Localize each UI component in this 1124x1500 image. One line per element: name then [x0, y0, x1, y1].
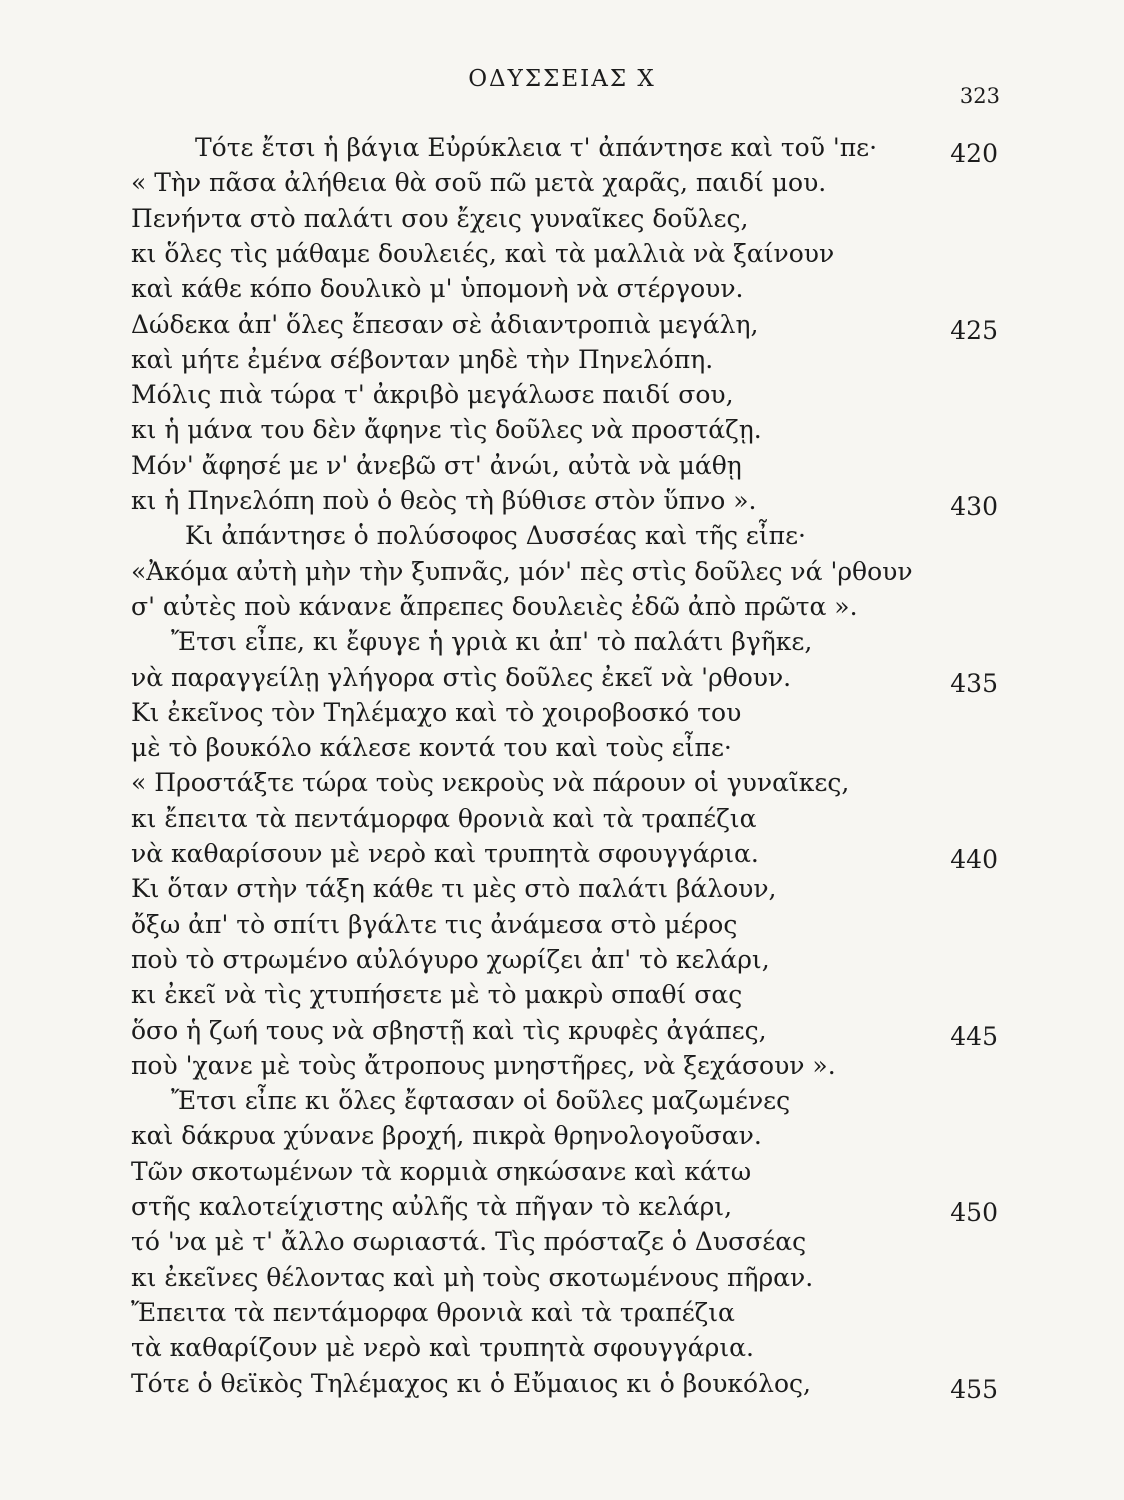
verse-line: Κι ὅταν στὴν τάξη κάθε τι μὲς στὸ παλάτι βάλουν, [131, 874, 777, 904]
verse-line: Ἔπειτα τὰ πεντάμορφα θρονιὰ καὶ τὰ τραπέζια [131, 1297, 735, 1327]
verse-line: ὅσο ἡ ζωή τους νὰ σβηστῇ καὶ τὶς κρυφὲς ἀγάπες, [131, 1015, 767, 1045]
verse-line: Ἔτσι εἶπε, κι ἔφυγε ἡ γριὰ κι ἀπ' τὸ παλάτι βγῆκε, [171, 627, 813, 657]
line-number: 445 [950, 1021, 998, 1051]
verse-line: Τότε ἔτσι ἡ βάγια Εὐρύκλεια τ' ἀπάντησε καὶ τοῦ 'πε· [195, 133, 878, 162]
verse-line: κι ἡ Πηνελόπη ποὺ ὁ θεὸς τὴ βύθισε στὸν ὕπνο ». [131, 486, 757, 515]
verse-line: Τότε ὁ θεϊκὸς Τηλέμαχος κι ὁ Εὔμαιος κι ὁ βουκόλος, [131, 1368, 811, 1398]
verse-line: κι ὅλες τὶς μάθαμε δουλειές, καὶ τὰ μαλλιὰ νὰ ξαίνουν [131, 238, 835, 268]
verse-line: κι ἡ μάνα του δὲν ἄφηνε τὶς δοῦλες νὰ προστάζῃ. [131, 415, 762, 445]
verse-line: Δώδεκα ἀπ' ὅλες ἔπεσαν σὲ ἀδιαντροπιὰ μεγάλη, [131, 309, 759, 339]
verse-line: τό 'να μὲ τ' ἄλλο σωριαστά. Τὶς πρόσταζε ὁ Δυσσέας [131, 1227, 807, 1257]
verse-line: « Προστάξτε τώρα τοὺς νεκροὺς νὰ πάρουν οἱ γυναῖκες, [131, 768, 850, 798]
line-number: 440 [950, 845, 998, 874]
verse-line: μὲ τὸ βουκόλο κάλεσε κοντά του καὶ τοὺς εἶπε· [131, 733, 732, 763]
page-number: 323 [959, 84, 1000, 108]
line-number: 425 [950, 315, 998, 345]
verse-line: κι ἐκεῖνες θέλοντας καὶ μὴ τοὺς σκοτωμένους πῆραν. [131, 1262, 814, 1292]
verse-line: ὄξω ἀπ' τὸ σπίτι βγάλτε τις ἀνάμεσα στὸ μέρος [131, 909, 738, 939]
line-number: 450 [950, 1198, 998, 1227]
verse-line: Ἔτσι εἶπε κι ὅλες ἔφτασαν οἱ δοῦλες μαζωμένες [171, 1086, 791, 1116]
verse-line: Μόν' ἄφησέ με ν' ἀνεβῶ στ' ἀνώι, αὐτὰ νὰ μάθῃ [131, 450, 742, 480]
verse-line: νὰ παραγγείλῃ γλήγορα στὶς δοῦλες ἐκεῖ νὰ 'ρθουν. [131, 662, 792, 692]
verse-line: καὶ μήτε ἐμένα σέβονταν μηδὲ τὴν Πηνελόπη. [131, 344, 714, 374]
verse-line: Κι ἀπάντησε ὁ πολύσοφος Δυσσέας καὶ τῆς εἶπε· [185, 521, 806, 551]
verse-line: « Τὴν πᾶσα ἀλήθεια θὰ σοῦ πῶ μετὰ χαρᾶς, παιδί μου. [131, 168, 827, 198]
verse-line: ποὺ 'χανε μὲ τοὺς ἄτροπους μνηστῆρες, νὰ ξεχάσουν ». [131, 1050, 836, 1080]
verse-line: σ' αὐτὲς ποὺ κάνανε ἄπρεπες δουλειὲς ἐδῶ ἀπὸ πρῶτα ». [131, 591, 858, 621]
verse-line: στῆς καλοτείχιστης αὐλῆς τὰ πῆγαν τὸ κελάρι, [131, 1192, 733, 1221]
verse-line: καὶ δάκρυα χύνανε βροχή, πικρὰ θρηνολογοῦσαν. [131, 1121, 762, 1151]
verse-line: Κι ἐκεῖνος τὸν Τηλέμαχο καὶ τὸ χοιροβοσκό του [131, 697, 742, 727]
running-header-title: ΟΔΥΣΣΕΙΑΣ Χ [468, 66, 656, 92]
verse-line: Μόλις πιὰ τώρα τ' ἀκριβὸ μεγάλωσε παιδί σου, [131, 380, 734, 410]
verse-line: «Ἀκόμα αὐτὴ μὴν τὴν ξυπνᾶς, μόν' πὲς στὶς δοῦλες νά 'ρθουν [131, 556, 913, 586]
line-number: 435 [950, 668, 998, 698]
verse-line: κι ἔπειτα τὰ πεντάμορφα θρονιὰ καὶ τὰ τραπέζια [131, 803, 757, 833]
verse-line: Τῶν σκοτωμένων τὰ κορμιὰ σηκώσανε καὶ κάτω [131, 1156, 752, 1186]
line-number: 430 [950, 492, 998, 521]
line-number: 420 [950, 139, 998, 168]
verse-line: τὰ καθαρίζουν μὲ νερὸ καὶ τρυπητὰ σφουγγάρια. [131, 1333, 754, 1363]
verse-line: νὰ καθαρίσουν μὲ νερὸ καὶ τρυπητὰ σφουγγάρια. [131, 839, 759, 868]
verse-line: Πενήντα στὸ παλάτι σου ἔχεις γυναῖκες δοῦλες, [131, 203, 749, 233]
verse-line: ποὺ τὸ στρωμένο αὐλόγυρο χωρίζει ἀπ' τὸ κελάρι, [131, 944, 770, 974]
verse-line: κι ἐκεῖ νὰ τὶς χτυπήσετε μὲ τὸ μακρὺ σπαθί σας [131, 980, 743, 1010]
verse-line: καὶ κάθε κόπο δουλικὸ μ' ὑπομονὴ νὰ στέργουν. [131, 274, 744, 304]
line-number: 455 [950, 1374, 998, 1404]
